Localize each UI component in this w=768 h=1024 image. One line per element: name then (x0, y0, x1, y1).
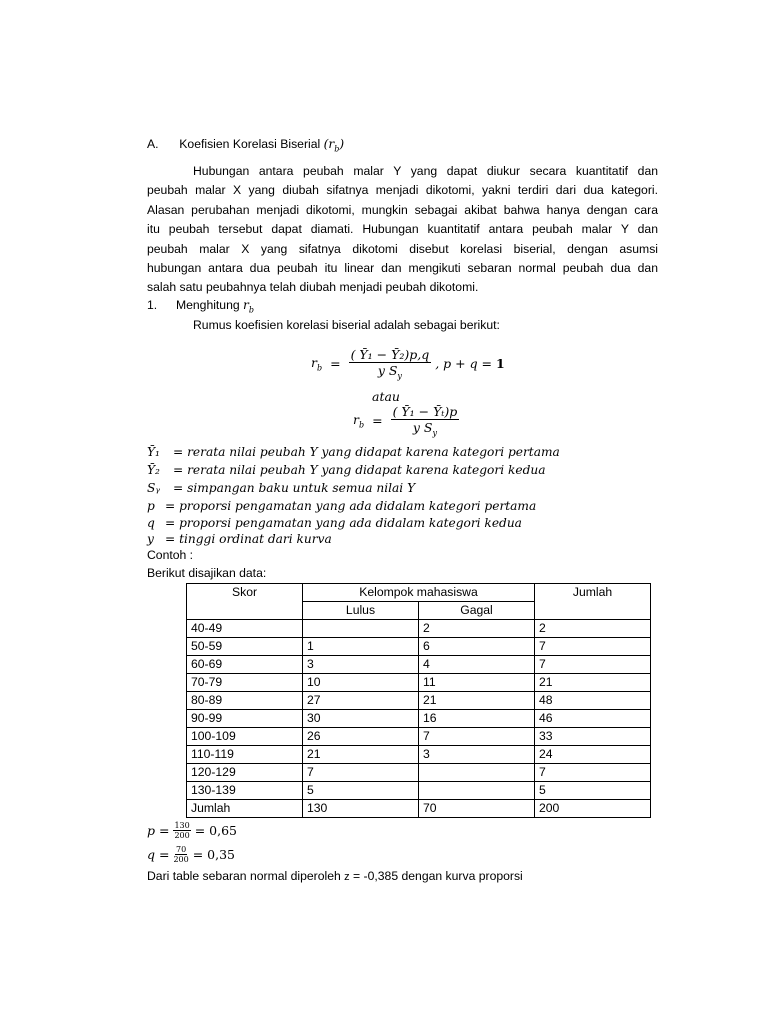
section-title: Koefisien Korelasi Biserial (179, 137, 321, 151)
table-cell: 5 (535, 782, 651, 800)
table-cell: 33 (535, 728, 651, 746)
table-cell: 100-109 (187, 728, 303, 746)
header-group: Kelompok mahasiswa (303, 584, 535, 602)
intro-line: salah satu peubahnya telah diubah menjadi peubah dikotomi. (147, 280, 479, 295)
table-row (187, 710, 651, 728)
table-row (187, 674, 651, 692)
intro-line: hubungan antara dua peubah itu linear dan mengikuti sebaran normal peubah dua dan (147, 261, 658, 276)
definition-row: q = proporsi pengamatan yang ada didalam kategori kedua (147, 516, 522, 530)
definition-row: p = proporsi pengamatan yang ada didalam kategori pertama (147, 499, 537, 513)
table-cell: 7 (535, 638, 651, 656)
table-cell: 48 (535, 692, 651, 710)
subsection-number: 1. (147, 298, 158, 312)
table-cell: 110-119 (187, 746, 303, 764)
subsection-symbol: $r_b$ (243, 298, 254, 315)
header-skor: Skor (187, 584, 303, 620)
table-cell: 1 (303, 638, 419, 656)
intro-line: peubah malar X yang diubah sifatnya menjadi dikotomi, yakni terdiri dari dua kategori. (147, 183, 658, 198)
intro-line: peubah malar X yang sifatnya dikotomi disebut korelasi biserial, dengan asumsi (147, 241, 658, 256)
table-cell: 70 (419, 800, 535, 818)
table-cell: 80-89 (187, 692, 303, 710)
table-row (187, 620, 651, 638)
intro-line: Alasan perubahan menjadi dikotomi, mungkin sebagai akibat bahwa hanya dengan cara (147, 202, 658, 217)
table-row (187, 764, 651, 782)
definition-row: Ȳ₂ = rerata nilai peubah Y yang didapat karena kategori kedua (147, 463, 546, 477)
table-cell (419, 764, 535, 782)
definition-row: Ȳ₁ = rerata nilai peubah Y yang didapat karena kategori pertama (147, 445, 560, 459)
data-table (186, 583, 651, 818)
intro-paragraph (147, 162, 658, 298)
data-intro: Berikut disajikan data: (147, 566, 267, 580)
formula-main-denominator: y $S_y$ (377, 363, 402, 381)
section-label: A. (147, 137, 159, 151)
formula-alt-numerator: ( Ȳ₁ − Ȳₜ)p (392, 404, 458, 419)
intro-line: itu peubah tersebut dapat diamati. Hubungan kuantitatif antara peubah malar Y dan (147, 222, 658, 237)
table-cell (303, 620, 419, 638)
formula-alt-denominator: y $S_y$ (412, 420, 437, 438)
formula-atau: atau (372, 389, 400, 404)
section-symbol: $(r_b)$ (323, 137, 345, 154)
intro-line: Hubungan antara peubah malar Y yang dapat diukur secara kuantitatif dan (193, 164, 658, 178)
table-cell: 3 (303, 656, 419, 674)
section-heading (147, 137, 344, 153)
table-row (187, 656, 651, 674)
table-row (187, 638, 651, 656)
table-cell: 40-49 (187, 620, 303, 638)
contoh-label: Contoh : (147, 548, 194, 562)
table-cell: 70-79 (187, 674, 303, 692)
table-cell: 21 (419, 692, 535, 710)
subsection-title: Menghitung (175, 298, 240, 312)
table-row (187, 728, 651, 746)
table-cell: 90-99 (187, 710, 303, 728)
table-cell: 130 (303, 800, 419, 818)
table-cell: 200 (535, 800, 651, 818)
p-calculation: p = $\frac{130}{200}$ = 0,65 (147, 821, 237, 840)
formula-main: $r_b$ = $\frac{\text{( Ȳ₁ − Ȳ₂)p,q}}{y S_y}$ , p + q = 1 (311, 347, 505, 381)
table-cell: 26 (303, 728, 419, 746)
table-cell: 4 (419, 656, 535, 674)
header-jumlah: Jumlah (535, 584, 651, 620)
closing-sentence: Dari table sebaran normal diperoleh z = -0,385 dengan kurva proporsi (147, 869, 523, 883)
definition-row: y = tinggi ordinat dari kurva (147, 532, 332, 546)
table-cell: 46 (535, 710, 651, 728)
table-cell: 10 (303, 674, 419, 692)
definition-row: Sᵧ = simpangan baku untuk semua nilai Y (147, 481, 416, 495)
table-cell: 50-59 (187, 638, 303, 656)
table-cell: 6 (419, 638, 535, 656)
table-cell: 120-129 (187, 764, 303, 782)
table-row (187, 692, 651, 710)
header-lulus: Lulus (303, 602, 419, 620)
table-cell: 3 (419, 746, 535, 764)
table-cell: 21 (535, 674, 651, 692)
table-cell: 27 (303, 692, 419, 710)
table-cell: 60-69 (187, 656, 303, 674)
q-calculation: q = $\frac{70}{200}$ = 0,35 (147, 845, 235, 864)
table-cell: 5 (303, 782, 419, 800)
table-header-row (187, 584, 651, 602)
table-cell: 2 (535, 620, 651, 638)
table-cell: 21 (303, 746, 419, 764)
subsection-heading (147, 298, 254, 314)
table-cell: 130-139 (187, 782, 303, 800)
table-cell: 7 (535, 764, 651, 782)
formula-alt: $r_b$ = $\frac{\text{( Ȳ₁ − Ȳₜ)p}}{y S_y}$ (353, 404, 458, 438)
table-cell: 7 (303, 764, 419, 782)
table-cell: Jumlah (187, 800, 303, 818)
table-cell: 11 (419, 674, 535, 692)
header-gagal: Gagal (419, 602, 535, 620)
table-total-row (187, 800, 651, 818)
table-row (187, 746, 651, 764)
table-cell: 16 (419, 710, 535, 728)
table-cell: 24 (535, 746, 651, 764)
table-cell (419, 782, 535, 800)
table-cell: 7 (535, 656, 651, 674)
table-cell: 7 (419, 728, 535, 746)
table-cell: 30 (303, 710, 419, 728)
formula-main-numerator: ( Ȳ₁ − Ȳ₂)p,q (350, 347, 430, 362)
table-cell: 2 (419, 620, 535, 638)
table-row (187, 782, 651, 800)
formula-intro: Rumus koefisien korelasi biserial adalah sebagai berikut: (193, 318, 500, 332)
